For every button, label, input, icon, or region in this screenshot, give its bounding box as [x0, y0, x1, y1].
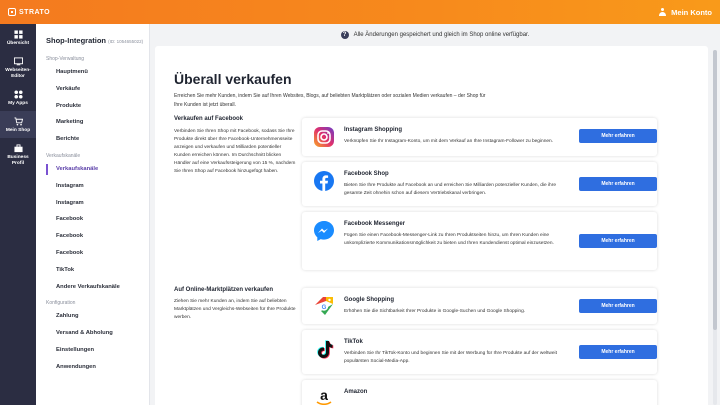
nav-item-instagram[interactable]: Instagram: [56, 182, 84, 189]
channel-title: Instagram Shopping: [344, 127, 403, 133]
nav-section-label: Shop-Verwaltung: [46, 56, 85, 62]
account-label: Mein Konto: [671, 7, 712, 17]
nav-item-marketing[interactable]: Marketing: [56, 119, 84, 126]
banner-text: Alle Änderungen gespeichert und gleich im Shop online verfügbar.: [353, 32, 530, 38]
svg-text:G: G: [321, 304, 327, 311]
channel-title: Facebook Shop: [344, 171, 389, 177]
scrollbar-thumb[interactable]: [713, 50, 717, 330]
section-text-facebook: Verbinden Sie Ihren Shop mit Facebook, sodass Sie Ihre Produkte direkt über Ihre Facebook-Unternehmensseite anzeigen und verkaufen und Milliarden potentieller Kunden erreichen können. Im Durchschnitt blicken Händler auf eine Verkaufssteigerung von 15 %, nachdem Sie Ihren Shop auf Facebook hinzugefügt haben.: [174, 129, 296, 174]
channel-desc: Bieten Sie Ihre Produkte auf Facebook an und erreichen Sie Milliarden potenzieller Kunden, die ihre gesamte Zeit ohnehin schon auf diesem Vertriebskanal verbringen.: [344, 183, 556, 196]
person-icon: [658, 8, 667, 17]
page-intro: Erreichen Sie mehr Kunden, indem Sie auf Ihren Websites, Blogs, auf beliebten Marktplätzen oder sozialen Medien verkaufen – der Shop für Ihre Kunden ist jetzt überall.: [174, 93, 486, 108]
rail-item-my-apps[interactable]: [0, 84, 36, 111]
channel-desc: Erhöhen Sie die Sichtbarkeit Ihrer Produkte in Google-Suchen und Google Shopping.: [344, 309, 526, 314]
svg-text:a: a: [320, 387, 328, 403]
nav-item-tiktok[interactable]: TikTok: [56, 266, 75, 273]
rail-label: Webseiten-Editor: [5, 67, 31, 79]
nav-item-andere-verkaufskanäle[interactable]: Andere Verkaufskanäle: [56, 283, 120, 290]
nav-title: Shop-Integration (ID: 1054655022): [46, 36, 144, 45]
nav-item-produkte[interactable]: Produkte: [56, 102, 82, 109]
channel-title: TikTok: [344, 339, 363, 345]
rail-label: My Apps: [8, 100, 28, 106]
learn-more-button-google-shopping[interactable]: Mehr erfahren: [579, 299, 657, 313]
learn-more-button-facebook-shop[interactable]: Mehr erfahren: [579, 177, 657, 191]
messenger-icon: [313, 220, 335, 242]
shop-nav: [36, 24, 150, 405]
channel-card-tiktok: [302, 330, 657, 374]
instagram-icon: [313, 126, 335, 148]
nav-section-label: Verkaufskanäle: [46, 152, 81, 159]
facebook-icon: [313, 170, 335, 192]
channel-title: Amazon: [344, 389, 368, 395]
section-text-marketplaces: Ziehen Sie mehr Kunden an, indem Sie auf beliebten Marktplätzen und Vergleichs-Webseiten für Ihre Produkte werben.: [174, 299, 296, 320]
grid-icon: [14, 30, 23, 39]
nav-section-label: Konfiguration: [46, 300, 76, 307]
channel-desc: Fügen Sie einen Facebook-Messenger-Link zu Ihren Produktseiten hinzu, um Ihren Kunden eine unkomplizierte Kommunikationsmöglichkeit zu bieten und Ihren Kundendienst optimal einzusetzen.: [344, 233, 554, 246]
rail-item-business-profile[interactable]: [0, 138, 36, 171]
account-button[interactable]: [658, 8, 712, 17]
channel-card-facebook-shop: [302, 162, 657, 206]
channel-title: Google Shopping: [344, 297, 394, 303]
nav-item-versand-abholung[interactable]: Versand & Abholung: [56, 330, 113, 337]
briefcase-icon: [14, 144, 23, 153]
nav-item-hauptmenü[interactable]: Hauptmenü: [56, 69, 88, 75]
nav-item-instagram[interactable]: Instagram: [56, 199, 84, 206]
rail-label: Business Profil: [7, 154, 29, 166]
rail-label: Mein Shop: [5, 127, 31, 133]
apps-icon: [14, 90, 23, 99]
strato-logo-icon: [8, 8, 16, 16]
google-shopping-icon: [313, 295, 335, 317]
nav-item-einstellungen[interactable]: Einstellungen: [56, 346, 95, 353]
tiktok-icon: [313, 338, 335, 360]
learn-more-button-messenger[interactable]: Mehr erfahren: [579, 234, 657, 248]
rail-item-my-shop[interactable]: [0, 111, 36, 138]
rail-item-overview[interactable]: [0, 24, 36, 51]
section-title-marketplaces: Auf Online-Marktplätzen verkaufen: [174, 287, 274, 293]
channel-title: Facebook Messenger: [344, 221, 406, 227]
section-title-facebook: Verkaufen auf Facebook: [174, 116, 244, 122]
nav-item-facebook[interactable]: Facebook: [56, 249, 84, 256]
nav-item-zahlung[interactable]: Zahlung: [56, 313, 79, 320]
channel-desc: Verknüpfen Sie Ihr Instagram-Konto, um mit dem Verkauf an Ihre Instagram-Follower zu beginnen.: [344, 139, 554, 144]
nav-item-facebook[interactable]: Facebook: [56, 233, 84, 240]
main-panel: [155, 46, 708, 405]
nav-item-facebook[interactable]: Facebook: [56, 216, 84, 223]
main-rail: [0, 24, 36, 405]
channel-card-google-shopping: [302, 288, 657, 324]
shop-id: (ID: 1054655022): [108, 39, 144, 44]
learn-more-button-instagram[interactable]: Mehr erfahren: [579, 129, 657, 143]
nav-item-verkäufe[interactable]: Verkäufe: [56, 85, 81, 92]
channel-card-messenger: [302, 212, 657, 270]
page-scrollbar[interactable]: [713, 50, 717, 405]
logo-text: STRATO: [19, 8, 51, 16]
channel-card-amazon: [302, 380, 657, 405]
save-status-banner: [150, 24, 720, 46]
learn-more-button-tiktok[interactable]: Mehr erfahren: [579, 345, 657, 359]
nav-item-anwendungen[interactable]: Anwendungen: [56, 363, 96, 370]
strato-logo[interactable]: [8, 8, 50, 16]
cart-icon: [14, 117, 23, 126]
channel-card-instagram: [302, 118, 657, 156]
top-bar: [0, 0, 720, 24]
page-title: Überall verkaufen: [174, 71, 292, 87]
editor-icon: [14, 57, 23, 66]
rail-item-website-editor[interactable]: [0, 51, 36, 84]
nav-item-verkaufskanäle[interactable]: Verkaufskanäle: [36, 161, 149, 178]
rail-label: Übersicht: [6, 41, 30, 46]
question-icon[interactable]: ?: [341, 31, 349, 39]
nav-item-berichte[interactable]: Berichte: [56, 136, 80, 143]
amazon-icon: [313, 386, 335, 405]
channel-desc: Verbinden Sie Ihr TikTok-Konto und beginnen Sie mit der Werbung für Ihre Produkte auf der weltweit populärsten Social-Media-App.: [344, 351, 557, 364]
